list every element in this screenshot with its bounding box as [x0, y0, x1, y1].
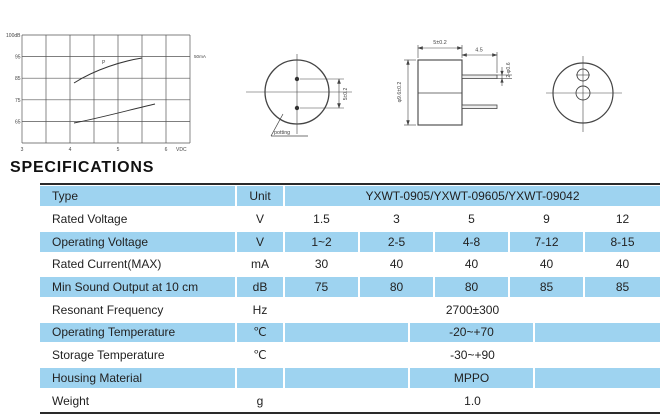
- row-unit: mA: [237, 255, 285, 275]
- header-unit: Unit: [237, 186, 285, 206]
- spec-table: [40, 183, 660, 414]
- body-dia-label: φ9.6±0.2: [397, 81, 403, 103]
- table-row-storage-temperature: [40, 344, 660, 367]
- row-unit: ℃: [237, 323, 285, 343]
- width-dimension: [418, 45, 462, 58]
- y-tick: 85: [14, 76, 21, 83]
- x-tick: 4: [68, 147, 72, 153]
- table-row-resonant-frequency: [40, 298, 660, 321]
- width-dimension-label: 5±0.2: [433, 40, 447, 46]
- pin-dot: [295, 77, 299, 81]
- row-value: 30: [285, 255, 360, 275]
- row-value: -20~+70: [410, 323, 535, 343]
- table-row-rated-voltage: [40, 208, 660, 231]
- pin-pitch-label: 5±0.2: [343, 87, 349, 101]
- y-tick: 65: [14, 119, 21, 126]
- centerlines: [546, 56, 622, 132]
- row-unit: dB: [237, 277, 285, 297]
- right-axis-label: 50mA: [194, 54, 207, 59]
- table-row-housing-material: [40, 367, 660, 390]
- page-title: SPECIFICATIONS: [10, 159, 155, 176]
- x-tick: 3: [20, 147, 24, 153]
- row-label: Operating Voltage: [40, 232, 237, 252]
- row-label: Rated Voltage: [40, 209, 237, 229]
- row-value: 1.5: [285, 209, 360, 229]
- back-view-drawing: [528, 38, 653, 153]
- row-value: 9: [510, 209, 585, 229]
- row-value: 2700±300: [445, 302, 500, 317]
- row-unit: ℃: [237, 345, 285, 365]
- row-value: 40: [360, 255, 435, 275]
- pin: [462, 75, 497, 79]
- row-value: 5: [435, 209, 510, 229]
- y-tick: 75: [14, 97, 21, 104]
- x-tick: 5: [116, 147, 120, 153]
- table-header-row: [40, 185, 660, 208]
- row-unit: V: [237, 232, 285, 252]
- x-tick: 6: [164, 147, 168, 153]
- table-row-rated-current: [40, 253, 660, 276]
- row-label: Operating Temperature: [40, 323, 237, 343]
- row-filler: [535, 368, 660, 388]
- pin-length-dimension: [462, 52, 497, 73]
- row-filler: [535, 323, 660, 343]
- header-models: YXWT-0905/YXWT-09605/YXWT-09042: [285, 186, 660, 206]
- row-value: 75: [285, 277, 360, 297]
- x-axis-unit-label: VDC: [176, 147, 187, 153]
- row-value: 4-8: [435, 232, 510, 252]
- chart-grid: [22, 35, 190, 143]
- chart-x-ticks: [21, 147, 187, 153]
- pin-pitch-dimension: [300, 79, 344, 108]
- row-filler: [285, 323, 410, 343]
- row-value: -30~+90: [450, 348, 495, 363]
- potting-label: potting: [274, 130, 291, 136]
- row-label: Housing Material: [40, 368, 237, 388]
- side-view-drawing: [390, 25, 525, 160]
- body-outline: [418, 60, 462, 125]
- row-label: Rated Current(MAX): [40, 255, 237, 275]
- row-value: 8-15: [585, 232, 660, 252]
- pin-dia-label: 2-φ0.6: [506, 62, 512, 78]
- row-value: 85: [585, 277, 660, 297]
- row-filler: [285, 368, 410, 388]
- row-unit: [237, 368, 285, 388]
- row-value: 1~2: [285, 232, 360, 252]
- row-value: 12: [615, 212, 630, 227]
- table-row-weight: [40, 389, 660, 412]
- row-unit: Hz: [237, 300, 285, 320]
- performance-chart: [8, 28, 223, 160]
- row-unit: V: [237, 209, 285, 229]
- row-value: 3: [360, 209, 435, 229]
- pin: [462, 105, 497, 109]
- row-value: 80: [360, 277, 435, 297]
- centerlines: [246, 54, 352, 134]
- row-value: 2-5: [360, 232, 435, 252]
- table-row-min-sound-output: [40, 276, 660, 299]
- table-row-operating-voltage: [40, 230, 660, 253]
- row-value: MPPO: [410, 368, 535, 388]
- spl-curve-label: P: [102, 60, 106, 66]
- row-unit: g: [237, 391, 285, 411]
- chart-y-ticks: [6, 33, 21, 125]
- row-label: Resonant Frequency: [40, 300, 237, 320]
- row-label: Storage Temperature: [40, 345, 237, 365]
- row-value: 40: [510, 255, 585, 275]
- row-value: 40: [435, 255, 510, 275]
- y-tick: 100dB: [6, 33, 21, 39]
- header-type: Type: [40, 186, 237, 206]
- table-row-operating-temperature: [40, 321, 660, 344]
- pin-length-label: 4.5: [475, 47, 483, 54]
- y-tick: 95: [14, 54, 21, 61]
- row-label: Min Sound Output at 10 cm: [40, 277, 237, 297]
- row-label: Weight: [40, 391, 237, 411]
- row-value: 1.0: [464, 393, 481, 408]
- row-value: 40: [615, 257, 630, 272]
- spl-curve: [74, 58, 142, 83]
- pin-dot: [295, 106, 299, 110]
- front-view-drawing: [240, 30, 375, 160]
- row-value: 85: [510, 277, 585, 297]
- row-value: 7-12: [510, 232, 585, 252]
- body-dia-dimension: [404, 60, 416, 125]
- current-curve: [74, 104, 155, 123]
- row-value: 80: [435, 277, 510, 297]
